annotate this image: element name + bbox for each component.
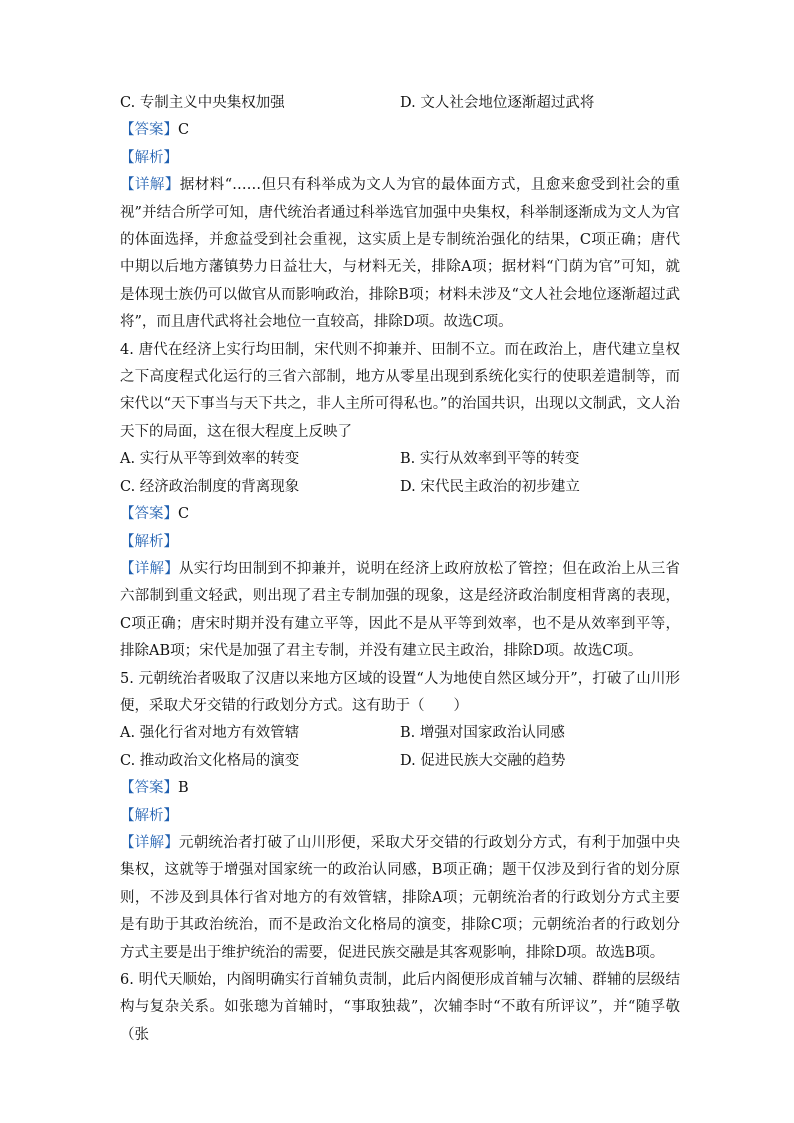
detail-label: 【详解】: [120, 560, 179, 577]
q4-option-b: B. 实行从效率到平等的转变: [400, 451, 580, 468]
answer-value: C: [178, 122, 190, 139]
q4-option-a: A. 实行从平等到效率的转变: [120, 451, 300, 468]
answer-label: 【答案】: [120, 122, 178, 139]
q5-option-d: D. 促进民族大交融的趋势: [400, 752, 566, 769]
answer-label: 【答案】: [120, 780, 178, 797]
detail-label: 【详解】: [120, 834, 179, 851]
answer-value: C: [178, 506, 190, 523]
q3-analysis-label: 【解析】: [120, 149, 178, 166]
detail-text: 从实行均田制到不抑兼并，说明在经济上政府放松了管控；但在政治上从三省六部制到重文轻武，则出现了君主专制加强的现象，这是经济政治制度相背离的表现，C项正确；唐宋时期并没有建立平等，因此不是从平等到效率，也不是从效率到平等，排除AB项；宋代是加强了君主专制，并没有建立民主政治，排除D项。故选C项。: [120, 560, 681, 660]
q4-options-row-1: [120, 446, 680, 473]
q4-options-row-2: [120, 474, 680, 501]
detail-label: 【详解】: [120, 177, 180, 194]
q5-detail: [120, 830, 680, 967]
q3-answer: [120, 117, 680, 144]
q4-option-c: C. 经济政治制度的背离现象: [120, 478, 300, 495]
q4-option-d: D. 宋代民主政治的初步建立: [400, 478, 580, 495]
q5-analysis-label: 【解析】: [120, 807, 178, 824]
answer-value: B: [178, 780, 189, 797]
q5-option-b: B. 增强对国家政治认同感: [400, 725, 565, 742]
q3-option-d: D. 文人社会地位逐渐超过武将: [400, 95, 595, 111]
detail-text: 据材料“……但只有科举成为文人为官的最体面方式，且愈来愈受到社会的重视”并结合所学可知，唐代统治者通过科举选官加强中央集权，科举制逐渐成为文人为官的体面选择，并愈益受到社会重视，这实质上是专制统治强化的结果，C项正确；唐代中期以后地方藩镇势力日益壮大，与材料无关，排除A项；据材料“门荫为官”可知，就是体现士族仍可以做官从而影响政治，排除B项；材料未涉及“文人社会地位逐渐超过武将”，而且唐代武将社会地位一直较高，排除D项。故选C项。: [120, 177, 680, 331]
q4-answer: [120, 501, 680, 528]
q5-stem: 5. 元朝统治者吸取了汉唐以来地方区域的设置“人为地使自然区域分开”，打破了山川形便，采取犬牙交错的行政划分方式。这有助于（ ）: [120, 670, 680, 714]
detail-text: 元朝统治者打破了山川形便，采取犬牙交错的行政划分方式，有利于加强中央集权，这就等于增强对国家统一的政治认同感，B项正确；题干仅涉及到行省的划分原则，不涉及到具体行省对地方的有效管辖，排除A项；元朝统治者的行政划分方式主要是有助于其政治统治，而不是政治文化格局的演变，排除C项；元朝统治者的行政划分方式主要是出于维护统治的需要，促进民族交融是其客观影响，排除D项。故选B项。: [120, 834, 681, 961]
q5-option-a: A. 强化行省对地方有效管辖: [120, 725, 300, 742]
q5-option-c: C. 推动政治文化格局的演变: [120, 752, 300, 769]
q4-stem: 4. 唐代在经济上实行均田制，宋代则不抑兼并、田制不立。而在政治上，唐代建立皇权之下高度程式化运行的三省六部制，地方从零星出现到系统化实行的使职差遣制等，而宋代以“天下事当与天下共之，非人主所可得私也。”的治国共识，出现以文制武，文人治天下的局面，这在很大程度上反映了: [120, 341, 680, 440]
q4-detail: [120, 556, 680, 666]
q3-options-row: [120, 90, 680, 117]
q3-option-c: C. 专制主义中央集权加强: [120, 95, 285, 111]
q6-stem: 6. 明代天顺始，内阁明确实行首辅负责制，此后内阁便形成首辅与次辅、群辅的层级结构与复杂关系。如张璁为首辅时，“事取独裁”，次辅李时“不敢有所评议”，并“随孚敬（张: [120, 972, 680, 1043]
q5-options-row-2: [120, 748, 680, 775]
document-content: [120, 90, 680, 1049]
q5-options-row-1: [120, 720, 680, 747]
q5-answer: [120, 775, 680, 802]
q4-analysis-label: 【解析】: [120, 533, 178, 550]
q3-detail: [120, 172, 680, 336]
answer-label: 【答案】: [120, 506, 178, 523]
